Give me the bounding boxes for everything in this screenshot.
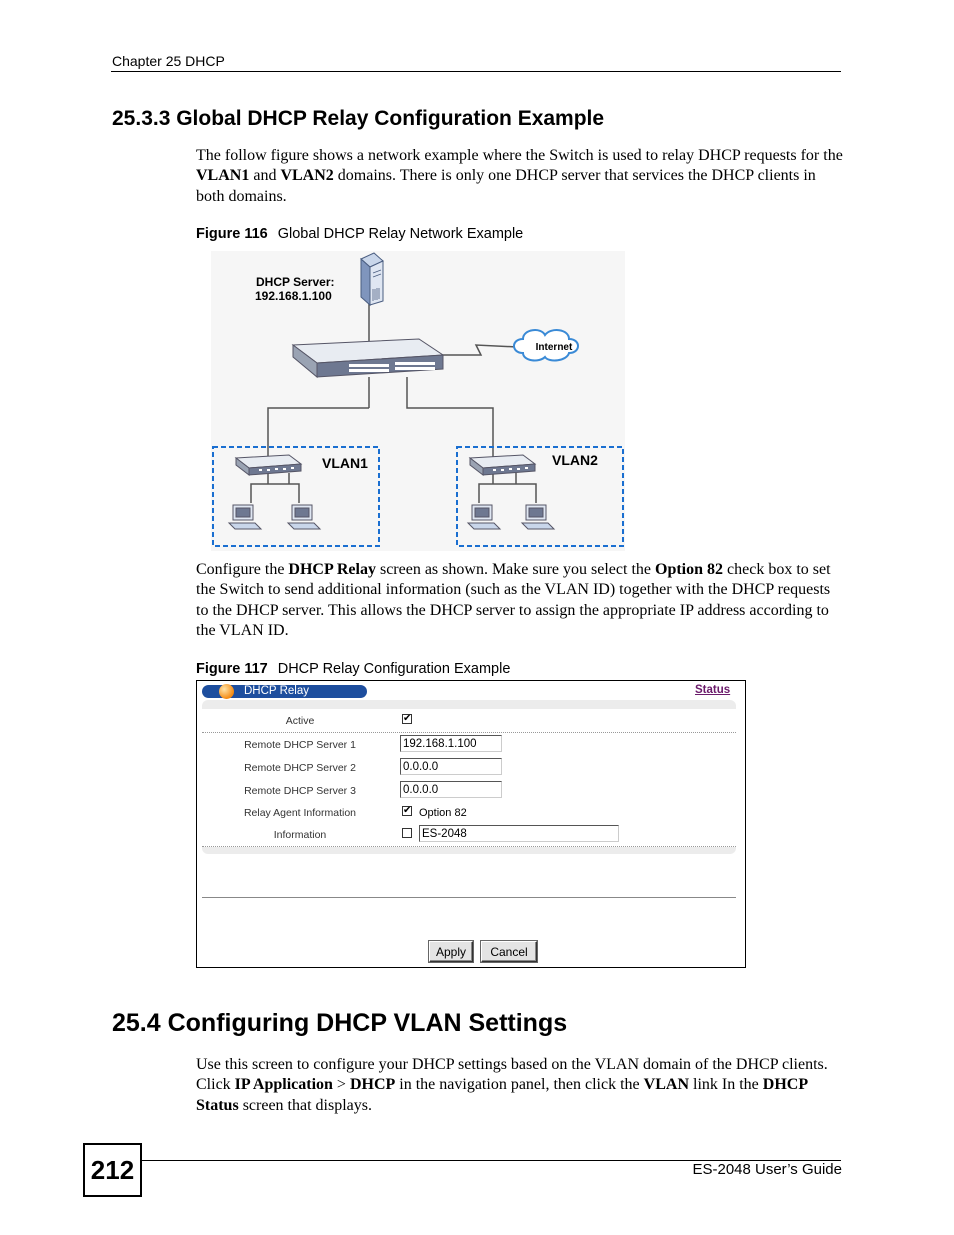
bold-term: DHCP Relay (288, 561, 376, 578)
text-run: Use this screen to configure your DHCP settings based on the VLAN domain of the DHCP clients. Click (196, 1056, 828, 1094)
dhcp-relay-tab (202, 685, 367, 698)
bold-term: VLAN1 (196, 167, 250, 185)
bold-term: Option 82 (655, 561, 724, 578)
chapter-header: Chapter 25 DHCP (112, 53, 225, 69)
label-remote-server-2: Remote DHCP Server 2 (244, 762, 356, 774)
text-run: domains. There is only one DHCP server that services the DHCP clients in both domains. (196, 167, 816, 205)
row-information (202, 823, 736, 847)
label-information: Information (273, 829, 327, 841)
orb-icon (219, 684, 234, 699)
text-run: in the navigation panel, then click the (395, 1076, 644, 1094)
text-run: and (249, 167, 281, 185)
section-heading-2: 25.4 Configuring DHCP VLAN Settings (112, 1009, 568, 1037)
bold-term: IP Application (234, 1076, 333, 1094)
remote-server-3-input[interactable]: 0.0.0.0 (400, 781, 502, 798)
guide-title: ES-2048 User’s Guide (692, 1161, 842, 1178)
figure-116-label: Figure 116 (196, 226, 268, 242)
divider (202, 897, 736, 898)
information-checkbox[interactable] (402, 828, 412, 838)
tab-title: DHCP Relay (244, 685, 309, 697)
dhcp-relay-screen (196, 680, 746, 968)
bold-term: DHCP Status (196, 1076, 808, 1114)
bold-term: VLAN2 (280, 167, 334, 185)
vlan1-switch-icon (236, 455, 301, 475)
server-label: DHCP Server: (256, 275, 335, 289)
bold-term: VLAN (643, 1076, 689, 1094)
figure-116-caption (196, 226, 523, 242)
vlan2-label: VLAN2 (552, 452, 598, 468)
vlan-paragraph (196, 1055, 844, 1116)
text-run: screen that displays. (238, 1096, 372, 1114)
row-remote-server-2 (202, 756, 736, 780)
section-heading: 25.3.3 Global DHCP Relay Configuration Example (112, 107, 605, 130)
figure-117-label: Figure 117 (196, 661, 268, 677)
bold-term: DHCP (349, 1076, 396, 1094)
server-icon (361, 253, 383, 305)
row-relay-agent-info (202, 801, 736, 825)
text-run: > (332, 1076, 350, 1094)
figure-117-caption (196, 661, 510, 677)
label-active: Active (285, 715, 315, 727)
server-ip: 192.168.1.100 (255, 289, 332, 303)
text-run: check box to set the Switch to send additional information (such as the VLAN ID) together with the DHCP requests to the DHCP server. This allows the DHCP server to assign the appropriate IP address according to the VLAN ID. (196, 561, 831, 639)
config-paragraph (196, 560, 844, 641)
text-run: screen as shown. Make sure you select the (375, 561, 655, 578)
information-input[interactable]: ES-2048 (419, 825, 619, 842)
text-run: link In the (689, 1076, 763, 1094)
row-remote-server-1 (202, 733, 736, 757)
row-active (202, 709, 736, 733)
status-link[interactable]: Status (695, 684, 731, 696)
cancel-button[interactable]: Cancel (481, 941, 537, 962)
vlan2-switch-icon (470, 455, 535, 475)
page-number: 212 (83, 1143, 142, 1197)
label-remote-server-3: Remote DHCP Server 3 (244, 785, 356, 797)
header-rule (111, 71, 841, 72)
remote-server-2-input[interactable]: 0.0.0.0 (400, 758, 502, 775)
active-checkbox[interactable]: ✔ (403, 713, 412, 724)
intro-paragraph (196, 146, 844, 207)
network-diagram (211, 251, 625, 551)
row-remote-server-3 (202, 779, 736, 803)
figure-117-title: DHCP Relay Configuration Example (277, 661, 511, 677)
apply-button[interactable]: Apply (429, 941, 473, 962)
remote-server-1-input[interactable]: 192.168.1.100 (400, 735, 502, 752)
vlan1-label: VLAN1 (322, 455, 368, 471)
text-run: Configure the (196, 561, 289, 578)
text-run: The follow figure shows a network example where the Switch is used to relay DHCP requests for the (196, 147, 843, 164)
internet-label: Internet (535, 342, 573, 353)
option82-label: Option 82 (419, 807, 467, 819)
label-remote-server-1: Remote DHCP Server 1 (244, 739, 356, 751)
figure-116-title: Global DHCP Relay Network Example (277, 226, 524, 242)
option82-checkbox[interactable]: ✔ (403, 805, 412, 816)
label-relay-agent-info: Relay Agent Information (243, 807, 357, 819)
